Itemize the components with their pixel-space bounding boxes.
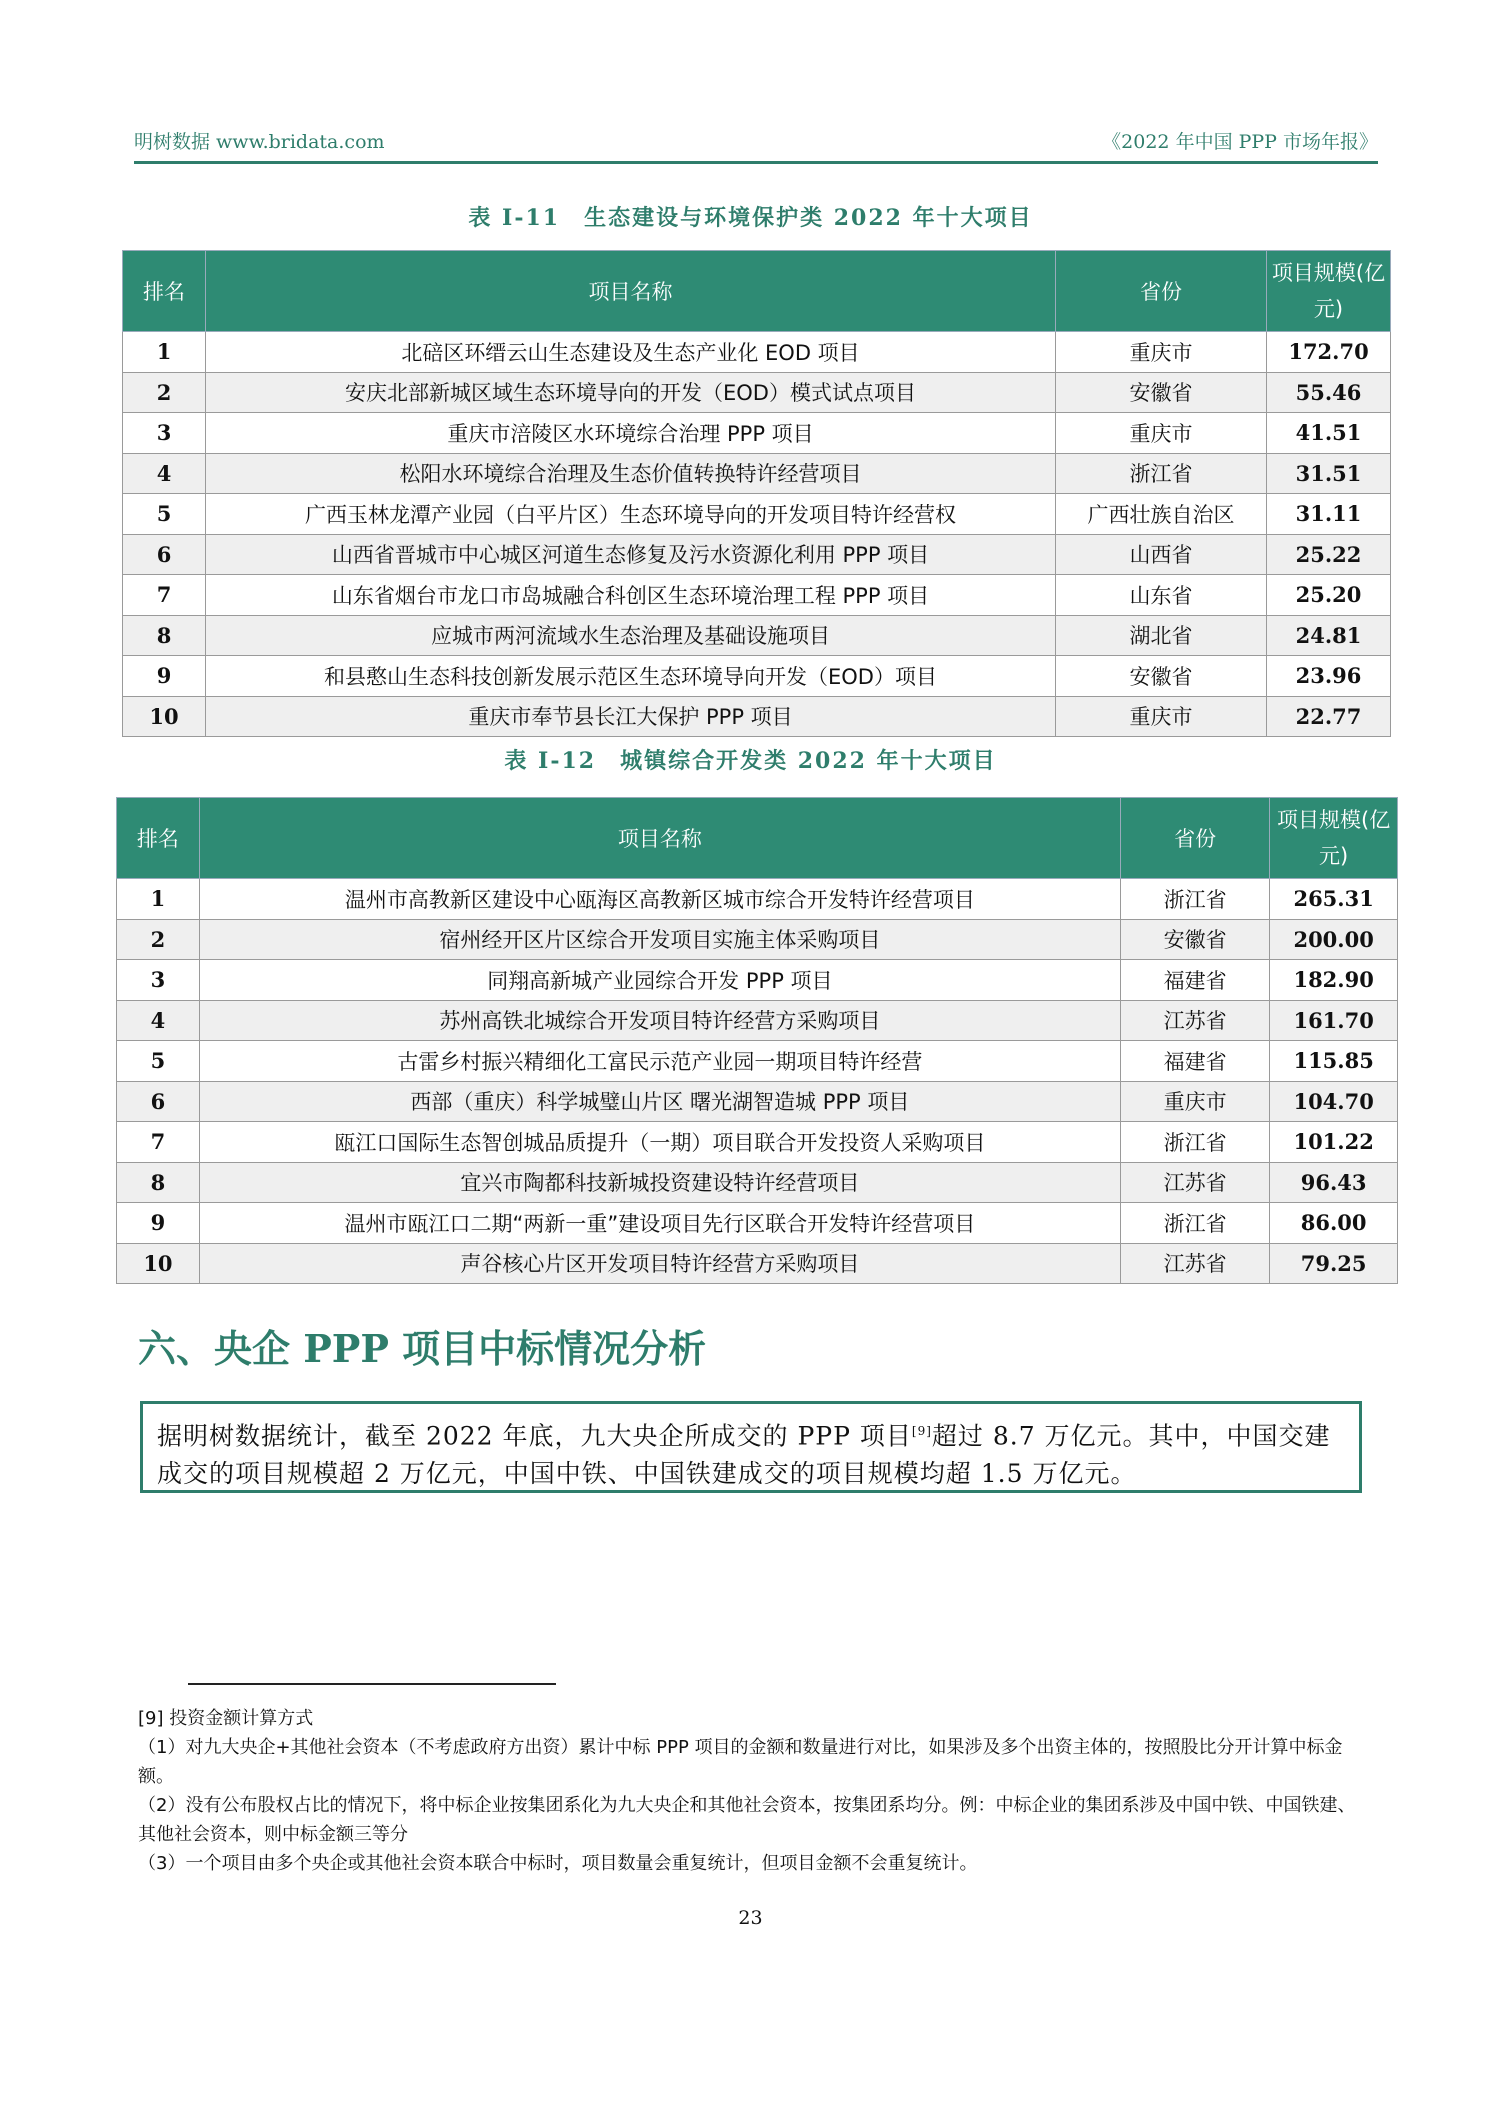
- table1-col-province: 省份: [1055, 251, 1266, 332]
- scale-cell: 25.22: [1267, 534, 1391, 575]
- province-cell: 山东省: [1055, 575, 1266, 616]
- name-cell: 应城市两河流域水生态治理及基础设施项目: [206, 615, 1056, 656]
- table-row: [117, 1162, 1398, 1203]
- province-cell: 江苏省: [1120, 1243, 1269, 1284]
- table-row: [117, 1122, 1398, 1163]
- name-cell: 和县憨山生态科技创新发展示范区生态环境导向开发（EOD）项目: [206, 656, 1056, 697]
- rank-cell: 8: [123, 615, 206, 656]
- table2-col-scale: 项目规模(亿元): [1270, 798, 1398, 879]
- rank-cell: 3: [117, 960, 200, 1001]
- table-row: [123, 575, 1391, 616]
- rank-cell: 3: [123, 413, 206, 454]
- footnotes: [138, 1704, 1368, 1878]
- table2-col-province: 省份: [1120, 798, 1269, 879]
- table2-header-row: [117, 798, 1398, 879]
- table-row: [123, 696, 1391, 737]
- summary-text-before: 据明树数据统计，截至 2022 年底，九大央企所成交的 PPP 项目: [157, 1421, 912, 1451]
- table-row: [123, 453, 1391, 494]
- name-cell: 同翔高新城产业园综合开发 PPP 项目: [199, 960, 1120, 1001]
- province-cell: 安徽省: [1055, 372, 1266, 413]
- province-cell: 浙江省: [1120, 1203, 1269, 1244]
- name-cell: 宿州经开区片区综合开发项目实施主体采购项目: [199, 919, 1120, 960]
- name-cell: 西部（重庆）科学城璧山片区 曙光湖智造城 PPP 项目: [199, 1081, 1120, 1122]
- footnote-line: （2）没有公布股权占比的情况下，将中标企业按集团系化为九大央企和其他社会资本，按集团系均分。例：中标企业的集团系涉及中国中铁、中国铁建、其他社会资本，则中标金额三等分: [138, 1795, 1356, 1845]
- name-cell: 重庆市奉节县长江大保护 PPP 项目: [206, 696, 1056, 737]
- table-row: [123, 372, 1391, 413]
- table-row: [123, 494, 1391, 535]
- table-row: [117, 1081, 1398, 1122]
- table-row: [123, 615, 1391, 656]
- table-row: [117, 960, 1398, 1001]
- scale-cell: 41.51: [1267, 413, 1391, 454]
- name-cell: 山东省烟台市龙口市岛城融合科创区生态环境治理工程 PPP 项目: [206, 575, 1056, 616]
- scale-cell: 31.11: [1267, 494, 1391, 535]
- rank-cell: 6: [117, 1081, 200, 1122]
- table1-caption: 表 I-11 生态建设与环境保护类 2022 年十大项目: [468, 205, 1033, 231]
- section-title: 六、央企 PPP 项目中标情况分析: [138, 1326, 707, 1371]
- rank-cell: 9: [117, 1203, 200, 1244]
- scale-cell: 200.00: [1270, 919, 1398, 960]
- name-cell: 重庆市涪陵区水环境综合治理 PPP 项目: [206, 413, 1056, 454]
- rank-cell: 5: [123, 494, 206, 535]
- scale-cell: 115.85: [1270, 1041, 1398, 1082]
- province-cell: 安徽省: [1055, 656, 1266, 697]
- province-cell: 江苏省: [1120, 1000, 1269, 1041]
- footnote-line: （3）一个项目由多个央企或其他社会资本联合中标时，项目数量会重复统计，但项目金额不会重复统计。: [138, 1853, 978, 1874]
- province-cell: 福建省: [1120, 1041, 1269, 1082]
- table2-caption: 表 I-12 城镇综合开发类 2022 年十大项目: [504, 748, 997, 774]
- scale-cell: 25.20: [1267, 575, 1391, 616]
- footnote-line: [9] 投资金额计算方式: [138, 1708, 314, 1729]
- province-cell: 浙江省: [1120, 1122, 1269, 1163]
- name-cell: 广西玉林龙潭产业园（白平片区）生态环境导向的开发项目特许经营权: [206, 494, 1056, 535]
- rank-cell: 10: [117, 1243, 200, 1284]
- province-cell: 重庆市: [1055, 332, 1266, 373]
- table-row: [117, 1243, 1398, 1284]
- name-cell: 北碚区环缙云山生态建设及生态产业化 EOD 项目: [206, 332, 1056, 373]
- header-left-text: 明树数据 www.bridata.com: [134, 131, 385, 153]
- scale-cell: 265.31: [1270, 879, 1398, 920]
- table1: [122, 250, 1391, 737]
- province-cell: 浙江省: [1120, 879, 1269, 920]
- scale-cell: 96.43: [1270, 1162, 1398, 1203]
- summary-text-after: 超过 8.7 万亿元。其中，中国交建成交的项目规模超 2 万亿元，中国中铁、中国铁建成交的项目规模均超 1.5 万亿元。: [157, 1421, 1331, 1489]
- table-row: [117, 1041, 1398, 1082]
- table-row: [123, 656, 1391, 697]
- table1-col-rank: 排名: [123, 251, 206, 332]
- name-cell: 宜兴市陶都科技新城投资建设特许经营项目: [199, 1162, 1120, 1203]
- table1-header-row: [123, 251, 1391, 332]
- rank-cell: 8: [117, 1162, 200, 1203]
- table1-col-scale: 项目规模(亿元): [1267, 251, 1391, 332]
- scale-cell: 86.00: [1270, 1203, 1398, 1244]
- rank-cell: 2: [123, 372, 206, 413]
- scale-cell: 55.46: [1267, 372, 1391, 413]
- footnote-rule: [188, 1683, 556, 1685]
- rank-cell: 7: [123, 575, 206, 616]
- scale-cell: 79.25: [1270, 1243, 1398, 1284]
- footnote-ref[interactable]: [9]: [911, 1424, 932, 1438]
- rank-cell: 6: [123, 534, 206, 575]
- province-cell: 重庆市: [1055, 413, 1266, 454]
- province-cell: 广西壮族自治区: [1055, 494, 1266, 535]
- rank-cell: 1: [117, 879, 200, 920]
- summary-box: [140, 1401, 1362, 1493]
- table2-col-name: 项目名称: [199, 798, 1120, 879]
- rank-cell: 4: [123, 453, 206, 494]
- scale-cell: 182.90: [1270, 960, 1398, 1001]
- scale-cell: 172.70: [1267, 332, 1391, 373]
- province-cell: 湖北省: [1055, 615, 1266, 656]
- header-right-text: 《2022 年中国 PPP 市场年报》: [1102, 131, 1378, 153]
- scale-cell: 101.22: [1270, 1122, 1398, 1163]
- scale-cell: 31.51: [1267, 453, 1391, 494]
- name-cell: 温州市高教新区建设中心瓯海区高教新区城市综合开发特许经营项目: [199, 879, 1120, 920]
- rank-cell: 10: [123, 696, 206, 737]
- header-rule: [134, 161, 1378, 164]
- table-row: [117, 879, 1398, 920]
- name-cell: 古雷乡村振兴精细化工富民示范产业园一期项目特许经营: [199, 1041, 1120, 1082]
- name-cell: 瓯江口国际生态智创城品质提升（一期）项目联合开发投资人采购项目: [199, 1122, 1120, 1163]
- table1-col-name: 项目名称: [206, 251, 1056, 332]
- name-cell: 温州市瓯江口二期“两新一重”建设项目先行区联合开发特许经营项目: [199, 1203, 1120, 1244]
- province-cell: 安徽省: [1120, 919, 1269, 960]
- rank-cell: 9: [123, 656, 206, 697]
- page-number: 23: [738, 1907, 763, 1929]
- table2: [116, 797, 1398, 1284]
- name-cell: 声谷核心片区开发项目特许经营方采购项目: [199, 1243, 1120, 1284]
- table-row: [123, 413, 1391, 454]
- page-header: [134, 127, 1378, 155]
- province-cell: 浙江省: [1055, 453, 1266, 494]
- province-cell: 重庆市: [1055, 696, 1266, 737]
- rank-cell: 2: [117, 919, 200, 960]
- province-cell: 福建省: [1120, 960, 1269, 1001]
- rank-cell: 7: [117, 1122, 200, 1163]
- table-row: [123, 332, 1391, 373]
- rank-cell: 1: [123, 332, 206, 373]
- table-row: [117, 1203, 1398, 1244]
- table-row: [117, 1000, 1398, 1041]
- province-cell: 山西省: [1055, 534, 1266, 575]
- table-row: [117, 919, 1398, 960]
- province-cell: 江苏省: [1120, 1162, 1269, 1203]
- scale-cell: 104.70: [1270, 1081, 1398, 1122]
- scale-cell: 161.70: [1270, 1000, 1398, 1041]
- name-cell: 松阳水环境综合治理及生态价值转换特许经营项目: [206, 453, 1056, 494]
- rank-cell: 4: [117, 1000, 200, 1041]
- name-cell: 安庆北部新城区域生态环境导向的开发（EOD）模式试点项目: [206, 372, 1056, 413]
- scale-cell: 23.96: [1267, 656, 1391, 697]
- name-cell: 苏州高铁北城综合开发项目特许经营方采购项目: [199, 1000, 1120, 1041]
- footnote-line: （1）对九大央企+其他社会资本（不考虑政府方出资）累计中标 PPP 项目的金额和数量进行对比，如果涉及多个出资主体的，按照股比分开计算中标金额。: [138, 1737, 1343, 1787]
- rank-cell: 5: [117, 1041, 200, 1082]
- scale-cell: 22.77: [1267, 696, 1391, 737]
- name-cell: 山西省晋城市中心城区河道生态修复及污水资源化利用 PPP 项目: [206, 534, 1056, 575]
- table-row: [123, 534, 1391, 575]
- table2-col-rank: 排名: [117, 798, 200, 879]
- scale-cell: 24.81: [1267, 615, 1391, 656]
- province-cell: 重庆市: [1120, 1081, 1269, 1122]
